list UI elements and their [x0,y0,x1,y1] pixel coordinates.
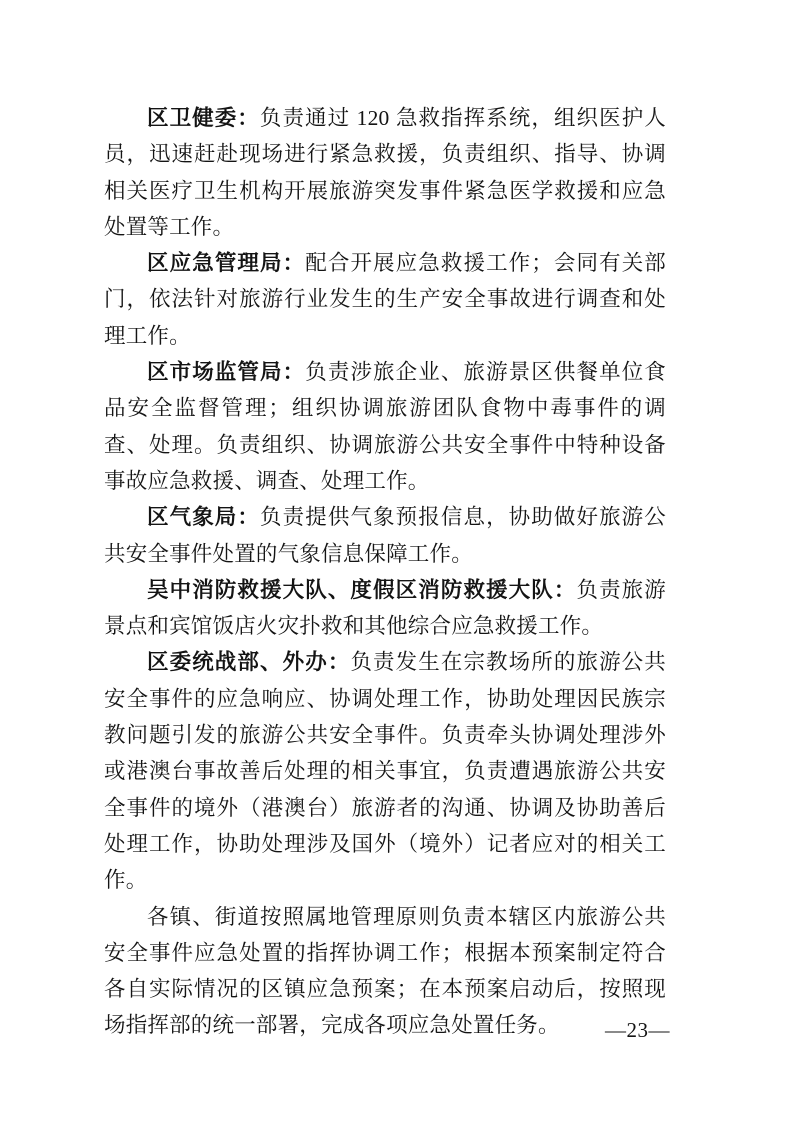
para-health-commission-lead: 区卫健委： [147,106,260,130]
para-market-supervision-bureau-body: 负责涉旅企业、旅游景区供餐单位食品安全监督管理；组织协调旅游团队食物中毒事件的调查、处理。负责组织、协调旅游公共安全事件中特种设备事故应急救援、调查、处理工作。 [104,360,666,493]
para-fire-rescue-brigades-lead: 吴中消防救援大队、度假区消防救援大队： [147,577,577,602]
para-meteorological-bureau-lead: 区气象局： [147,505,261,530]
document-body [104,100,666,1044]
para-united-front-foreign-affairs [104,644,666,898]
para-emergency-management-bureau-body: 配合开展应急救援工作；会同有关部门，依法针对旅游行业发生的生产安全事故进行调查和处理工作。 [104,251,666,348]
page-number: —23— [605,1018,670,1042]
para-health-commission-body: 负责通过 120 急救指挥系统，组织医护人员，迅速赶赴现场进行紧急救援，负责组织、指导、协调相关医疗卫生机构开展旅游突发事件紧急医学救援和应急处置等工作。 [104,106,666,239]
para-fire-rescue-brigades [104,572,666,645]
para-towns-streets-body: 各镇、街道按照属地管理原则负责本辖区内旅游公共安全事件应急处置的指挥协调工作；根据本预案制定符合各自实际情况的区镇应急预案；在本预案启动后，按照现场指挥部的统一部署，完成各项应急处置任务。 [104,904,666,1038]
para-emergency-management-bureau-lead: 区应急管理局： [147,251,306,276]
para-health-commission [104,100,666,245]
para-united-front-foreign-affairs-body: 负责发生在宗教场所的旅游公共安全事件的应急响应、协调处理工作，协助处理因民族宗教问题引发的旅游公共安全事件。负责牵头协调处理涉外或港澳台事故善后处理的相关事宜，负责遭遇旅游公共安全事件的境外（港澳台）旅游者的沟通、协调及协助善后处理工作，协助处理涉及国外（境外）记者应对的相关工作。 [104,650,666,893]
para-towns-streets [104,899,666,1044]
para-meteorological-bureau-body: 负责提供气象预报信息，协助做好旅游公共安全事件处置的气象信息保障工作。 [104,505,666,566]
para-fire-rescue-brigades-body: 负责旅游景点和宾馆饭店火灾扑救和其他综合应急救援工作。 [104,577,666,639]
para-united-front-foreign-affairs-lead: 区委统战部、外办： [147,650,351,675]
para-market-supervision-bureau [104,354,666,499]
para-emergency-management-bureau [104,245,666,354]
para-meteorological-bureau [104,499,666,572]
para-market-supervision-bureau-lead: 区市场监管局： [147,360,306,385]
